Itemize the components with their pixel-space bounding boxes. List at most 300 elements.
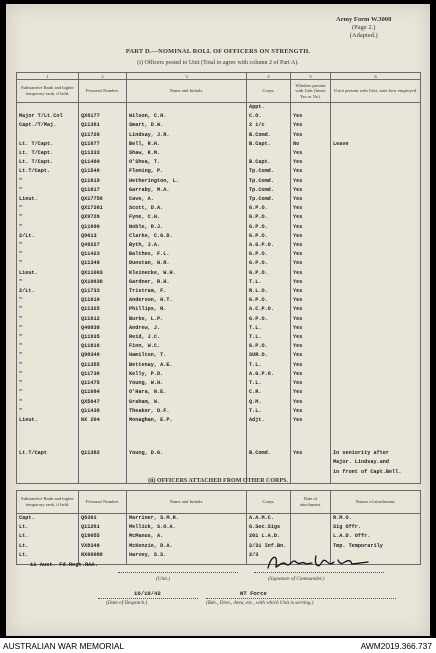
number-cell: Q11619 [79,177,127,186]
corps-cell: G.P.O. [247,269,291,278]
name-cell: Phillips, R. [127,305,247,314]
despatch-date: 10/10/42 [134,590,161,597]
present-cell: Yes [291,296,331,305]
number-cell: Q19055 [79,532,127,541]
note-cell [331,370,421,379]
note-cell [331,342,421,351]
corps-cell [247,149,291,158]
note-cell [331,398,421,407]
nature-cell: Tmp. Temporarily [331,542,421,551]
number-cell: QX17758 [79,195,127,204]
corps-cell: 201 L.A.D. [247,532,291,541]
rank-cell: " [17,315,79,324]
header-name: Name and Initials. [127,80,247,103]
present-cell: Yes [291,158,331,167]
form-number [336,16,391,40]
present-cell: Yes [291,149,331,158]
number-cell: NX60088 [79,551,127,560]
name-cell: Byth, J.A. [127,241,247,250]
table-row [17,259,421,268]
present-cell: Yes [291,361,331,370]
rank-cell: " [17,250,79,259]
corps-cell: Adjt. [247,416,291,425]
table-row [17,407,421,416]
table-row [17,532,421,541]
corps-cell: C.O. [247,112,291,121]
unit-dotted-line [118,572,238,573]
corps-cell: C.R. [247,388,291,397]
name-cell: Cave, A. [127,195,247,204]
form-page-line: (Page 2.) [351,24,376,31]
rank-cell: Lt. [17,542,79,551]
table-row [17,324,421,333]
number-cell: Q11684 [79,388,127,397]
signature-caption: (Signature of Commander.) [268,576,325,582]
corps-cell: 2/31 Inf.Bn. [247,542,291,551]
name-cell: McManus, A. [127,532,247,541]
form-number-line: Army Form W.3008 [336,16,392,23]
present-cell: Yes [291,388,331,397]
table-row [17,287,421,296]
table-row [17,167,421,176]
name-cell: Monaghan, E.P. [127,416,247,425]
corps-cell: G.P.O. [247,259,291,268]
rank-cell: " [17,177,79,186]
rank-cell: Lt.T/Capt [17,449,79,458]
corps-cell: G.P.O. [247,315,291,324]
name-cell: Fyne, C.H. [127,213,247,222]
present-cell: Yes [291,259,331,268]
present-cell: Yes [291,287,331,296]
corps-cell: B.Comd. [247,449,291,458]
unit-caption: (Unit.) [156,576,170,582]
rank-cell: " [17,379,79,388]
note-cell [331,379,421,388]
name-cell: Kelly, P.D. [127,370,247,379]
rank-cell: " [17,296,79,305]
header-employed: If not present with Unit, state how employed. [331,80,421,103]
rank-cell: " [17,324,79,333]
rank-cell: Lt. T/Capt. [17,158,79,167]
corps-cell: T.L. [247,278,291,287]
number-cell: NX 204 [79,416,127,425]
name-cell: Fleming, P. [127,167,247,176]
table-row [17,342,421,351]
number-cell: Q11325 [79,305,127,314]
name-cell: McKenzie, D.A. [127,542,247,551]
note-cell [331,121,421,130]
rank-cell: " [17,407,79,416]
table-row [17,195,421,204]
rank-cell: Lt. T/Capt. [17,149,79,158]
note-cell: Leave [331,140,421,149]
present-cell: Yes [291,232,331,241]
present-cell: Yes [291,177,331,186]
present-cell: Yes [291,269,331,278]
present-cell: Yes [291,398,331,407]
table-row [17,458,421,467]
number-cell: Q11612 [79,315,127,324]
column-number: 4 [247,73,291,80]
table-row [17,223,421,232]
note-cell [331,112,421,121]
commander-signature [264,550,374,574]
table-row [17,468,421,477]
rank-cell: Lt.T/Capt. [17,167,79,176]
corps-cell: A.A.M.C. [247,514,291,524]
header-date: Date of attachment. [291,491,331,514]
rank-cell: Lieut. [17,416,79,425]
note-cell [331,131,421,140]
present-cell: Yes [291,449,331,458]
rank-cell: Lt. [17,551,79,560]
rank-cell: Lt. T/Capt. [17,140,79,149]
table-row [17,213,421,222]
table-row [17,449,421,458]
table-row [17,158,421,167]
header-nature: Nature of attachment. [331,491,421,514]
corps-cell: B.Comd. [247,131,291,140]
rank-cell: " [17,398,79,407]
note-cell [331,149,421,158]
header-row [17,80,421,103]
present-cell: Yes [291,131,331,140]
note-cell: Major. Lindsay.and [331,458,421,467]
number-cell: QX17361 [79,204,127,213]
name-cell: Kleinecke, W.H. [127,269,247,278]
table-row [17,186,421,195]
table-row [17,131,421,140]
corps-cell: A.C.P.O. [247,305,291,314]
corps-cell: Q.M. [247,398,291,407]
corps-cell: SUR.O. [247,351,291,360]
signature-dotted-line [254,572,384,573]
force-caption: (Bde., Divn., Area, etc., with which Unit is serving.) [206,600,314,606]
note-cell [331,361,421,370]
present-cell: Yes [291,121,331,130]
corps-cell: T.L. [247,324,291,333]
note-cell [331,177,421,186]
table-row [17,398,421,407]
number-cell: QX5647 [79,398,127,407]
note-cell [331,250,421,259]
number-cell: Q11333 [79,149,127,158]
present-cell: Yes [291,112,331,121]
corps-cell: A.G.P.O. [247,241,291,250]
rank-cell: 2/Lt. [17,287,79,296]
table-row [17,177,421,186]
note-cell: In seniority after [331,449,421,458]
table-row [17,514,421,524]
note-cell [331,232,421,241]
name-cell: Wilson, C.H. [127,112,247,121]
present-cell: No [291,140,331,149]
present-cell: Yes [291,204,331,213]
present-cell: Yes [291,407,331,416]
rank-cell: " [17,223,79,232]
note-cell [331,296,421,305]
name-cell: Graham, W. [127,398,247,407]
name-cell: Young, W.H. [127,379,247,388]
table-row [17,278,421,287]
table-row [17,121,421,130]
note-cell [331,259,421,268]
corps-cell: G.P.O. [247,232,291,241]
rank-cell: " [17,241,79,250]
present-cell: Yes [291,167,331,176]
header-row [17,491,421,514]
rank-cell: Lt. [17,523,79,532]
header-corps: Corps. [247,80,291,103]
name-cell: Finn, W.C. [127,342,247,351]
note-cell [331,158,421,167]
rank-cell: Lieut. [17,269,79,278]
date-cell [291,523,331,532]
table-row [17,379,421,388]
name-cell: Bettenay, A.E. [127,361,247,370]
note-cell [331,407,421,416]
present-cell: Yes [291,223,331,232]
table-row [17,523,421,532]
name-cell: Young, D.G. [127,449,247,458]
number-cell: Q6301 [79,514,127,524]
header-rank: Substantive Rank and higher temporary rank, if held. [17,491,79,514]
rank-cell: " [17,388,79,397]
number-cell: Q11690 [79,223,127,232]
name-cell: Marriner, S.M.R. [127,514,247,524]
present-cell: Yes [291,324,331,333]
present-cell: Yes [291,213,331,222]
number-cell: Q11423 [79,250,127,259]
table-row [17,269,421,278]
corps-cell: G.P.O. [247,250,291,259]
corps-cell: G.P.O. [247,213,291,222]
nature-cell: Sig Offr. [331,523,421,532]
number-cell: Q11736 [79,370,127,379]
column-number: 6 [331,73,421,80]
number-cell: Q11361 [79,121,127,130]
table-row [17,315,421,324]
table-row [17,388,421,397]
force-name: NT Force [240,590,267,597]
table-row [17,296,421,305]
rank-cell: Major T/Lt.Col [17,112,79,121]
corps-cell: G.P.O. [247,342,291,351]
name-cell: Lindsay, J.R. [127,131,247,140]
header-rank: Substantive Rank and higher temporary rank, if held. [17,80,79,103]
date-cell [291,532,331,541]
number-cell [79,103,127,113]
name-cell: Burke, L.P. [127,315,247,324]
note-cell [331,204,421,213]
number-cell: Q98346 [79,351,127,360]
accession-number: AWM2019.366.737 [360,641,432,651]
rank-cell [17,131,79,140]
rank-cell [17,103,79,113]
number-cell: Q11616 [79,342,127,351]
present-cell: Yes [291,379,331,388]
corps-cell: G.P.O. [247,296,291,305]
corps-cell: B.Capt. [247,140,291,149]
header-personal-number: Personal Number. [79,491,127,514]
rank-cell: " [17,213,79,222]
document-page [6,4,430,636]
number-cell: Q40838 [79,324,127,333]
column-number-row [17,73,421,80]
number-cell: Q11677 [79,140,127,149]
name-cell: Noble, R.J. [127,223,247,232]
number-cell: Q11617 [79,186,127,195]
form-adapted-line: (Adapted.) [349,32,378,39]
name-cell [127,103,247,113]
table-row [17,241,421,250]
note-cell [331,388,421,397]
rank-cell: " [17,305,79,314]
table-row [17,103,421,113]
name-cell: Scott, D.A. [127,204,247,213]
number-cell: Q11438 [79,407,127,416]
corps-cell: Tp.Comd. [247,195,291,204]
corps-cell: 2 i/c [247,121,291,130]
present-cell: Yes [291,342,331,351]
number-cell: Q11261 [79,523,127,532]
number-cell: QX9726 [79,213,127,222]
rank-cell: Lieut. [17,195,79,204]
number-cell: Q11382 [79,449,127,458]
note-cell [331,195,421,204]
rank-cell: Lt. [17,532,79,541]
corps-cell: T.L. [247,379,291,388]
table-row [17,416,421,425]
archive-caption-bar [0,638,436,653]
corps-cell: Appt. [247,103,291,113]
present-cell: Yes [291,333,331,342]
name-cell: Dunstan, W.R. [127,259,247,268]
table-row [17,361,421,370]
attached-section-title: (ii) OFFICERS ATTACHED FROM OTHER CORPS. [148,478,288,484]
rank-cell: " [17,259,79,268]
corps-cell: B.Capt. [247,158,291,167]
nature-cell: R.M.O. [331,514,421,524]
despatch-dotted-line [98,598,198,599]
number-cell: Q11355 [79,361,127,370]
number-cell: Q9613 [79,232,127,241]
corps-cell: Tp.Comd. [247,177,291,186]
column-number: 1 [17,73,79,80]
number-cell: Q11610 [79,296,127,305]
note-cell [331,223,421,232]
table-row [17,305,421,314]
corps-cell: G.P.O. [247,223,291,232]
note-cell: in front of Capt.Bell. [331,468,421,477]
number-cell: QX10630 [79,278,127,287]
corps-cell: R.L.O. [247,287,291,296]
corps-cell: T.L. [247,333,291,342]
note-cell [331,103,421,113]
rank-cell: " [17,370,79,379]
present-cell: Yes [291,351,331,360]
number-cell: Q11935 [79,333,127,342]
table-row [17,149,421,158]
present-cell: Yes [291,241,331,250]
number-cell: QX11003 [79,269,127,278]
name-cell: Hetherington, L. [127,177,247,186]
note-cell [331,186,421,195]
table-row [17,333,421,342]
roll-body [17,103,421,426]
number-cell: Q11733 [79,287,127,296]
present-cell: Yes [291,186,331,195]
number-cell: Q11349 [79,259,127,268]
corps-cell: Tp.Comd. [247,167,291,176]
note-cell [331,416,421,425]
note-cell [331,278,421,287]
name-cell: Gardner, R.H. [127,278,247,287]
name-cell: Shaw, K.M. [127,149,247,158]
number-cell: VX8348 [79,542,127,551]
note-cell [331,351,421,360]
present-cell [291,103,331,113]
rank-cell: Capt./T/Maj. [17,121,79,130]
header-present: Whether present with Unit (Insert Yes or No). [291,80,331,103]
officers-roll-table [16,72,421,484]
rank-cell: " [17,361,79,370]
despatch-caption: (Date of Despatch.) [106,600,148,606]
name-cell: Bell, R.H. [127,140,247,149]
nature-cell: L.A.D. Offr. [331,532,421,541]
note-cell [331,213,421,222]
name-cell: Reid, J.C. [127,333,247,342]
rank-cell: " [17,204,79,213]
name-cell: O'Shea, T. [127,158,247,167]
table-row [17,232,421,241]
number-cell: Q49227 [79,241,127,250]
corps-cell: A.G.P.O. [247,370,291,379]
number-cell: Q11475 [79,379,127,388]
rank-cell: " [17,278,79,287]
name-cell: Tristram, F. [127,287,247,296]
corps-cell: T.L. [247,407,291,416]
present-cell: Yes [291,305,331,314]
name-cell: Clarke, C.G.D. [127,232,247,241]
unit-name: 11 Aust. Fd.Regt.RAA. [30,562,98,568]
rank-cell: " [17,351,79,360]
number-cell: Q11546 [79,167,127,176]
name-cell: Garraby, M.A. [127,186,247,195]
table-row [17,112,421,121]
column-number: 2 [79,73,127,80]
note-cell [331,324,421,333]
corps-cell: G.Sec.Sigs [247,523,291,532]
name-cell: Hamilton, T. [127,351,247,360]
note-cell [331,241,421,250]
number-cell: Q11720 [79,131,127,140]
present-cell: Yes [291,250,331,259]
rank-cell: " [17,333,79,342]
table-row [17,250,421,259]
corps-cell: G.P.O. [247,204,291,213]
number-cell: Q11460 [79,158,127,167]
name-cell: Anderson, H.T. [127,296,247,305]
present-cell: Yes [291,416,331,425]
corps-cell: 2/3 [247,551,291,560]
name-cell: Andrew, J. [127,324,247,333]
institution-label: AUSTRALIAN WAR MEMORIAL [3,641,125,651]
note-cell [331,287,421,296]
rank-cell: 2/Lt. [17,232,79,241]
force-dotted-line [206,598,396,599]
header-name: Name and Initials. [127,491,247,514]
